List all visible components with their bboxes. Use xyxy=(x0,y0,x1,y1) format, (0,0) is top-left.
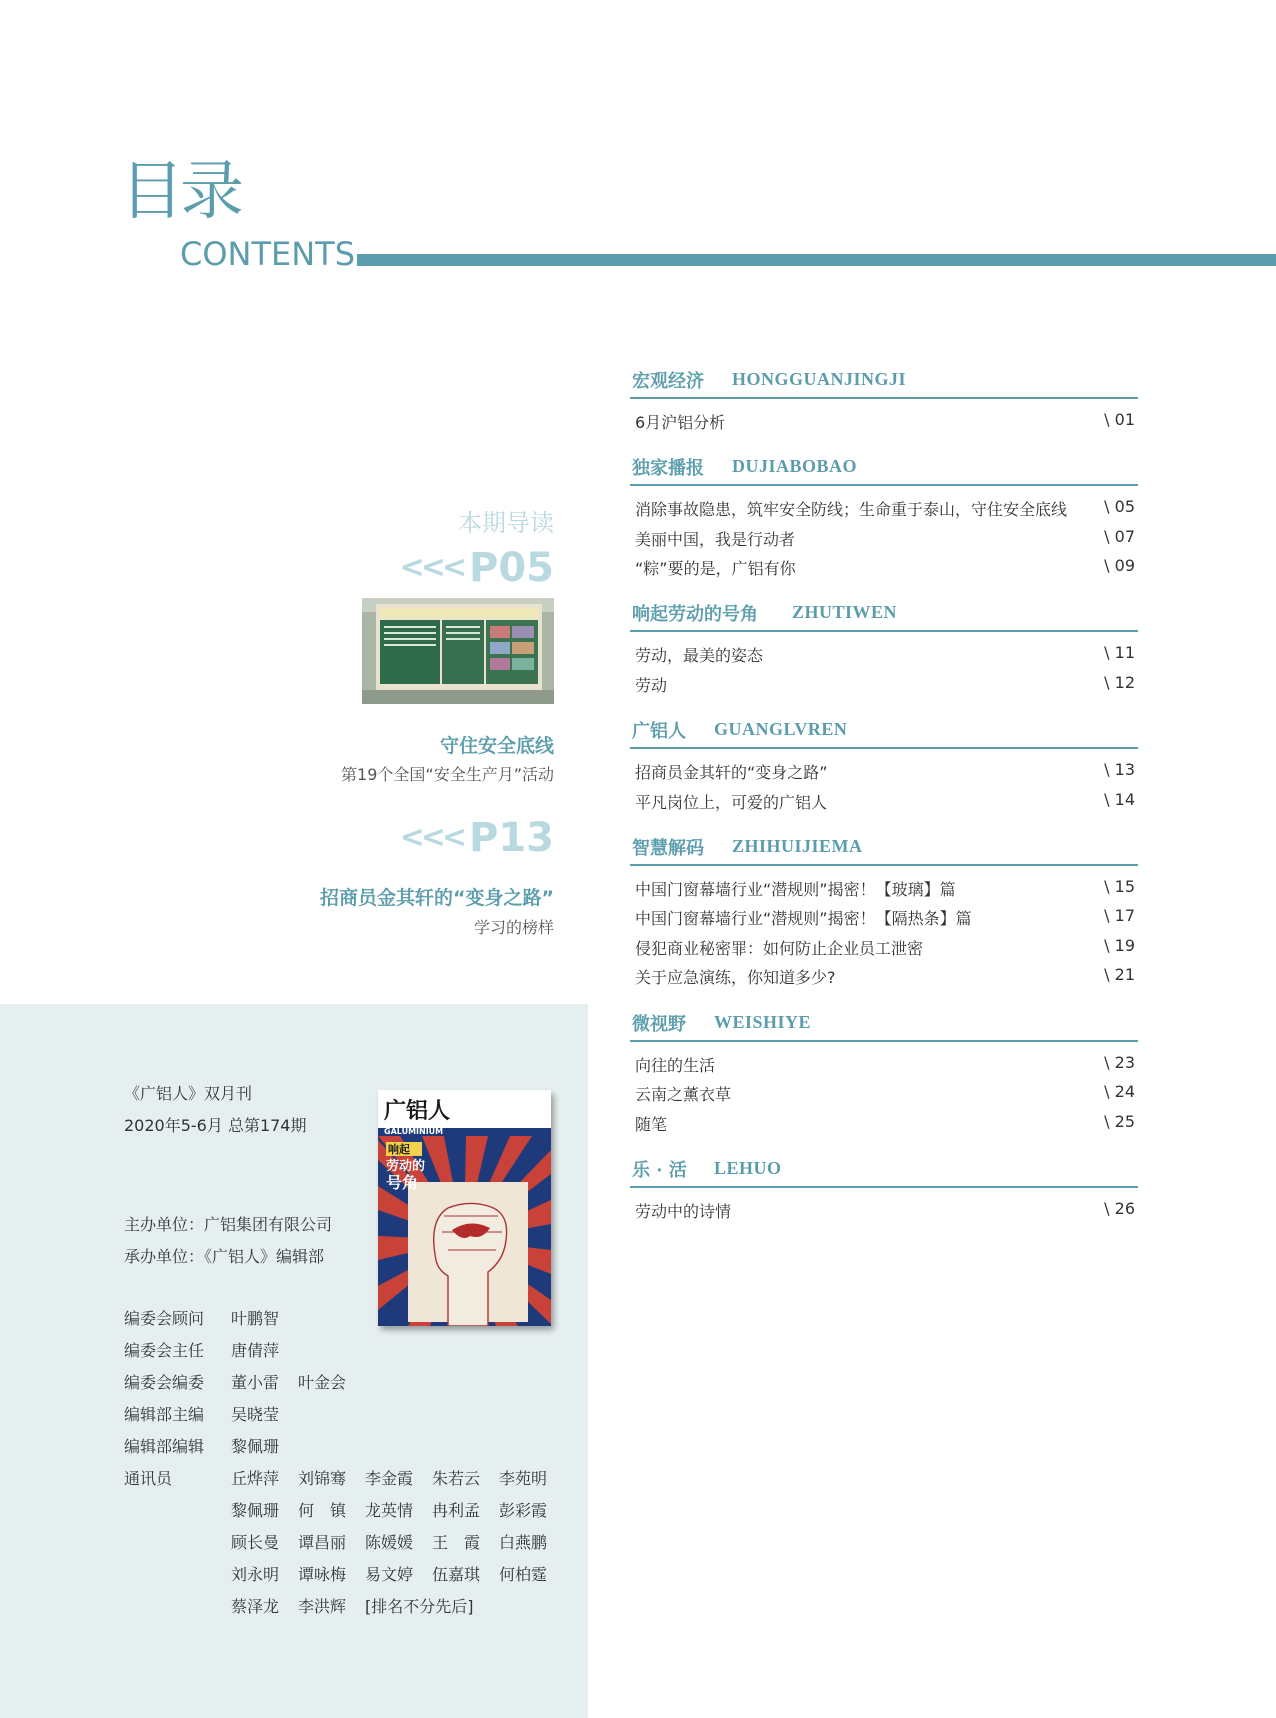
feature-subtitle-1: 第19个全国“安全生产月”活动 xyxy=(341,765,554,784)
staff-name: 黎佩珊 xyxy=(231,1437,280,1456)
toc-section-title-en: ZHUTIWEN xyxy=(792,602,898,622)
toc-entry-page: \ 17 xyxy=(1104,906,1135,925)
staff-name: 易文婷 xyxy=(365,1565,414,1584)
staff-name: 何 镇 xyxy=(298,1501,347,1520)
staff-names xyxy=(231,1338,298,1361)
toc-entry-title: 6月沪铝分析 xyxy=(635,413,726,432)
toc-entry-title: 随笔 xyxy=(635,1115,668,1134)
cover-logo-en: GALUMINIUM xyxy=(384,1127,444,1136)
toc-section-title-en: DUJIABOBAO xyxy=(732,456,858,476)
sponsor-line: 主办单位：广铝集团有限公司 xyxy=(124,1215,333,1234)
toc-section-header xyxy=(630,715,1138,749)
toc-section-title-en: WEISHIYE xyxy=(714,1012,812,1032)
staff-role: 编委会主任 xyxy=(124,1341,205,1360)
staff-names xyxy=(231,1498,566,1521)
triple-chevron-left-icon: <<< xyxy=(399,820,464,855)
toc-section-header xyxy=(630,452,1138,486)
toc-section-title-en: ZHIHUIJIEMA xyxy=(732,836,863,856)
toc-entry-title: 关于应急演练，你知道多少? xyxy=(635,968,836,987)
toc-entry[interactable] xyxy=(635,497,1135,519)
staff-name: 彭彩霞 xyxy=(499,1501,548,1520)
toc-section-header xyxy=(630,1008,1138,1042)
staff-role: 编委会编委 xyxy=(124,1373,205,1392)
page-title-char-2: 录 xyxy=(180,155,244,229)
toc-entry[interactable] xyxy=(635,790,1135,812)
organizer-line: 承办单位：《广铝人》编辑部 xyxy=(124,1247,325,1266)
staff-names xyxy=(231,1434,298,1457)
staff-role: 编辑部编辑 xyxy=(124,1437,205,1456)
toc-entry[interactable] xyxy=(635,1053,1135,1075)
staff-name: 谭昌丽 xyxy=(298,1533,347,1552)
toc-entry[interactable] xyxy=(635,673,1135,695)
feature-page-ref-2[interactable]: <<< P13 xyxy=(399,815,554,861)
staff-name: 蔡泽龙 xyxy=(231,1597,280,1616)
toc-entry[interactable] xyxy=(635,936,1135,958)
staff-names xyxy=(231,1530,566,1553)
toc-entry-page: \ 21 xyxy=(1104,965,1135,984)
toc-entry[interactable] xyxy=(635,643,1135,665)
toc-entry-title: 中国门窗幕墙行业“潜规则”揭密！【隔热条】篇 xyxy=(635,909,972,928)
staff-name: 顾长曼 xyxy=(231,1533,280,1552)
toc-entry-title: “粽”要的是，广铝有你 xyxy=(635,559,796,578)
staff-names xyxy=(231,1306,298,1329)
toc-entry-page: \ 19 xyxy=(1104,936,1135,955)
feature-photo xyxy=(362,598,554,704)
staff-name: 朱若云 xyxy=(432,1469,481,1488)
staff-name: 李金霞 xyxy=(365,1469,414,1488)
toc-section-title: 响起劳动的号角 xyxy=(632,604,758,625)
staff-name: 谭咏梅 xyxy=(298,1565,347,1584)
toc-entry-page: \ 23 xyxy=(1104,1053,1135,1072)
toc-entry-page: \ 24 xyxy=(1104,1082,1135,1101)
staff-name: 陈媛媛 xyxy=(365,1533,414,1552)
toc-section-title: 宏观经济 xyxy=(632,371,704,392)
toc-entry-page: \ 09 xyxy=(1104,556,1135,575)
toc-section-title-en: HONGGUANJINGJI xyxy=(732,369,907,389)
toc-entry-page: \ 14 xyxy=(1104,790,1135,809)
staff-name: [排名不分先后] xyxy=(365,1597,474,1616)
toc-entry-page: \ 05 xyxy=(1104,497,1135,516)
cover-logo: 广铝人 xyxy=(384,1099,451,1124)
toc-entry[interactable] xyxy=(635,1112,1135,1134)
staff-name: 唐倩萍 xyxy=(231,1341,280,1360)
staff-name: 李苑明 xyxy=(499,1469,548,1488)
feature-title-1[interactable]: 守住安全底线 xyxy=(439,735,554,757)
magazine-cover[interactable] xyxy=(378,1090,551,1326)
staff-names xyxy=(231,1466,566,1489)
staff-name: 黎佩珊 xyxy=(231,1501,280,1520)
toc-section-title: 乐 · 活 xyxy=(632,1160,687,1181)
toc-entry-page: \ 07 xyxy=(1104,527,1135,546)
staff-name: 何柏霆 xyxy=(499,1565,548,1584)
page-title-english: CONTENTS xyxy=(180,235,356,273)
toc-entry[interactable] xyxy=(635,760,1135,782)
toc-entry-page: \ 15 xyxy=(1104,877,1135,896)
cover-headline-1: 响起 xyxy=(388,1143,410,1156)
staff-name: 王 霞 xyxy=(432,1533,481,1552)
toc-section-title-en: GUANGLVREN xyxy=(714,719,848,739)
staff-name: 叶鹏智 xyxy=(231,1309,280,1328)
staff-name: 白燕鹏 xyxy=(499,1533,548,1552)
title-rule xyxy=(357,254,1276,266)
toc-entry-title: 云南之薰衣草 xyxy=(635,1085,732,1104)
toc-entry-page: \ 25 xyxy=(1104,1112,1135,1131)
toc-entry-page: \ 11 xyxy=(1104,643,1135,662)
staff-names xyxy=(231,1594,474,1617)
staff-name: 董小雷 xyxy=(231,1373,280,1392)
staff-name: 丘烨萍 xyxy=(231,1469,280,1488)
toc-section-title-en: LEHUO xyxy=(714,1158,782,1178)
staff-name: 吴晓莹 xyxy=(231,1405,280,1424)
staff-names xyxy=(231,1370,365,1393)
toc-entry-page: \ 01 xyxy=(1104,410,1135,429)
toc-entry-title: 消除事故隐患，筑牢安全防线；生命重于泰山，守住安全底线 xyxy=(635,500,1068,519)
toc-entry-page: \ 26 xyxy=(1104,1199,1135,1218)
toc-entry-title: 招商员金其轩的“变身之路” xyxy=(635,763,828,782)
staff-name: 叶金会 xyxy=(298,1373,347,1392)
toc-entry[interactable] xyxy=(635,965,1135,987)
toc-entry-title: 平凡岗位上，可爱的广铝人 xyxy=(635,793,828,812)
toc-entry[interactable] xyxy=(635,1082,1135,1104)
cover-headline-2: 劳动的 xyxy=(386,1159,426,1174)
staff-name: 刘永明 xyxy=(231,1565,280,1584)
toc-section-title: 独家播报 xyxy=(632,458,704,479)
toc-entry-title: 侵犯商业秘密罪：如何防止企业员工泄密 xyxy=(635,939,924,958)
staff-role: 编委会顾问 xyxy=(124,1309,205,1328)
staff-names xyxy=(231,1562,566,1585)
guide-label: 本期导读 xyxy=(458,509,554,537)
toc-entry-title: 美丽中国，我是行动者 xyxy=(635,530,796,549)
page-title-char-1: 目 xyxy=(120,155,184,229)
feature-page-ref-1[interactable]: <<< P05 xyxy=(399,545,554,591)
staff-names xyxy=(231,1402,298,1425)
staff-role: 编辑部主编 xyxy=(124,1405,205,1424)
feature-subtitle-2: 学习的榜样 xyxy=(473,918,554,937)
toc-entry[interactable] xyxy=(635,556,1135,578)
toc-section-header xyxy=(630,1154,1138,1188)
toc-section-title: 智慧解码 xyxy=(632,838,704,859)
toc-entry-title: 中国门窗幕墙行业“潜规则”揭密！【玻璃】篇 xyxy=(635,880,956,899)
magazine-name: 《广铝人》双月刊 xyxy=(124,1084,253,1103)
toc-entry-title: 劳动中的诗情 xyxy=(635,1202,732,1221)
staff-role: 通讯员 xyxy=(124,1469,173,1488)
toc-entry-title: 劳动 xyxy=(635,676,668,695)
toc-entry[interactable] xyxy=(635,877,1135,899)
toc-section-header xyxy=(630,832,1138,866)
toc-entry-page: \ 12 xyxy=(1104,673,1135,692)
cover-headline-3: 号角 xyxy=(386,1173,419,1192)
toc-entry-title: 劳动，最美的姿态 xyxy=(635,646,764,665)
toc-entry[interactable] xyxy=(635,527,1135,549)
toc-section-header xyxy=(630,365,1138,399)
staff-name: 冉利孟 xyxy=(432,1501,481,1520)
staff-name: 龙英情 xyxy=(365,1501,414,1520)
toc-section-header xyxy=(630,598,1138,632)
toc-entry[interactable] xyxy=(635,906,1135,928)
issue-number: 2020年5-6月 总第174期 xyxy=(124,1116,307,1135)
toc-entry[interactable] xyxy=(635,1199,1135,1221)
toc-section-title: 微视野 xyxy=(632,1014,686,1035)
feature-title-2[interactable]: 招商员金其轩的“变身之路” xyxy=(320,887,554,909)
staff-name: 李洪辉 xyxy=(298,1597,347,1616)
staff-name: 伍嘉琪 xyxy=(432,1565,481,1584)
staff-name: 刘锦骞 xyxy=(298,1469,347,1488)
toc-entry-page: \ 13 xyxy=(1104,760,1135,779)
toc-entry[interactable] xyxy=(635,410,1135,432)
triple-chevron-left-icon: <<< xyxy=(399,550,464,585)
toc-section-title: 广铝人 xyxy=(632,721,686,742)
toc-entry-title: 向往的生活 xyxy=(635,1056,716,1075)
